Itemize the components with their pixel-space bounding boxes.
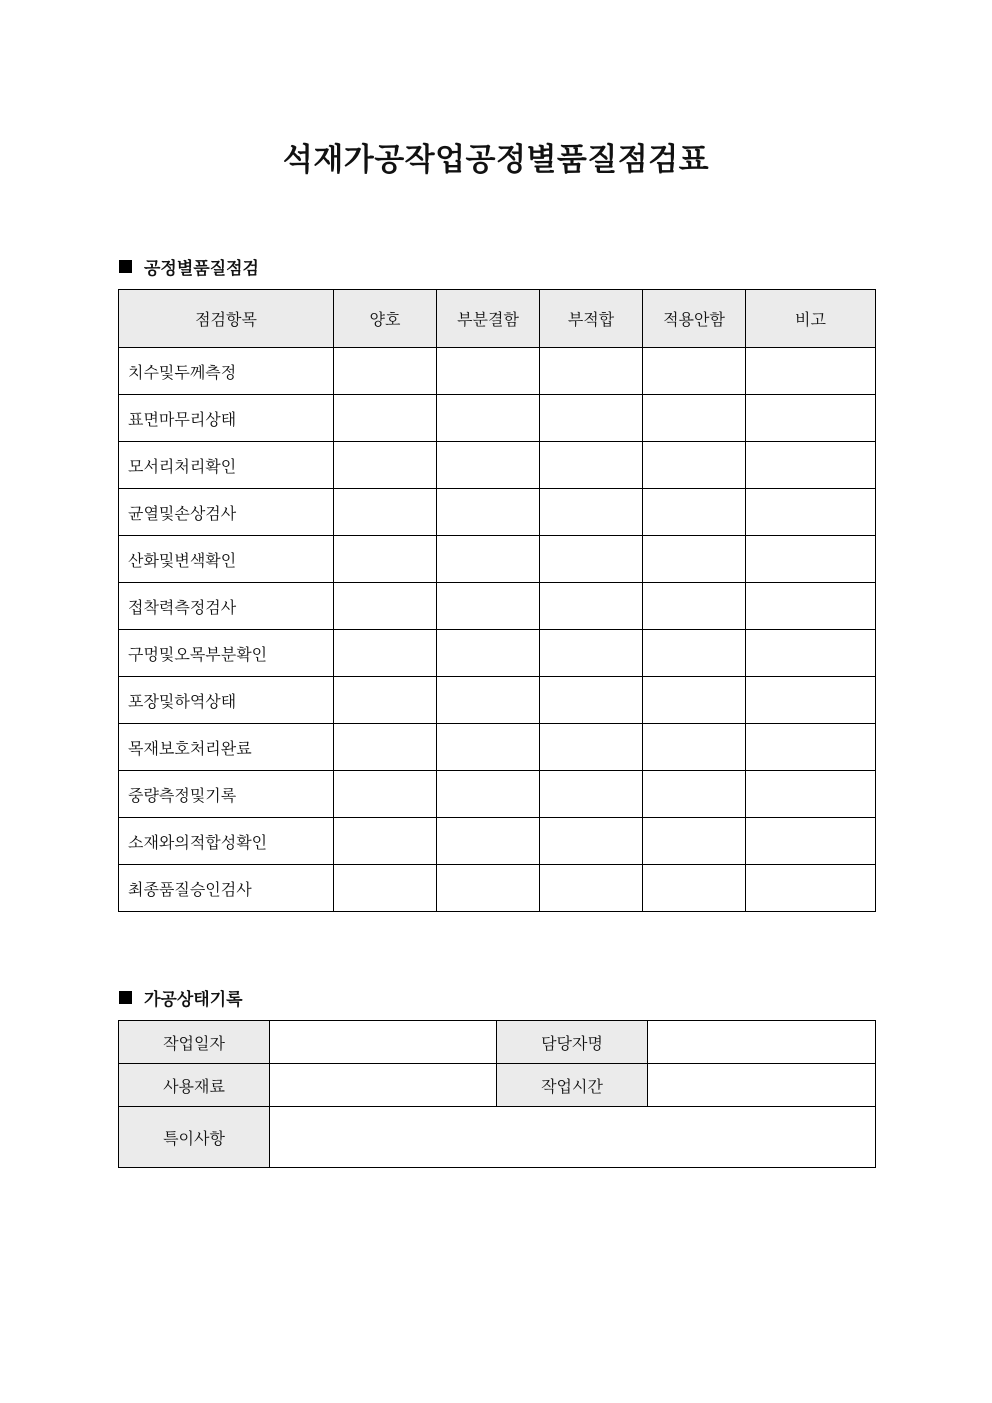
- check-cell-good[interactable]: [334, 865, 437, 912]
- check-item-label: 모서리처리확인: [119, 442, 334, 489]
- check-cell-partial-defect[interactable]: [437, 677, 540, 724]
- check-cell-remarks[interactable]: [746, 818, 876, 865]
- column-header-remarks: 비고: [746, 290, 876, 348]
- check-cell-good[interactable]: [334, 536, 437, 583]
- check-cell-not-applicable[interactable]: [643, 771, 746, 818]
- check-cell-nonconforming[interactable]: [540, 583, 643, 630]
- check-cell-remarks[interactable]: [746, 442, 876, 489]
- check-cell-good[interactable]: [334, 442, 437, 489]
- check-cell-nonconforming[interactable]: [540, 630, 643, 677]
- check-cell-nonconforming[interactable]: [540, 865, 643, 912]
- check-cell-not-applicable[interactable]: [643, 489, 746, 536]
- table-row: [119, 583, 876, 630]
- processing-record-table: [118, 1020, 876, 1168]
- check-cell-not-applicable[interactable]: [643, 818, 746, 865]
- table-row: [119, 1021, 876, 1064]
- check-cell-not-applicable[interactable]: [643, 395, 746, 442]
- check-cell-good[interactable]: [334, 395, 437, 442]
- check-cell-not-applicable[interactable]: [643, 724, 746, 771]
- table-row: [119, 1064, 876, 1107]
- check-cell-good[interactable]: [334, 771, 437, 818]
- notes-field[interactable]: [270, 1107, 876, 1168]
- check-cell-nonconforming[interactable]: [540, 348, 643, 395]
- section-heading-label: 공정별품질점검: [144, 259, 259, 279]
- table-row: [119, 1107, 876, 1168]
- check-item-label: 구멍및오목부분확인: [119, 630, 334, 677]
- check-cell-not-applicable[interactable]: [643, 442, 746, 489]
- check-cell-nonconforming[interactable]: [540, 724, 643, 771]
- column-header-nonconforming: 부적합: [540, 290, 643, 348]
- check-item-label: 소재와의적합성확인: [119, 818, 334, 865]
- check-item-label: 표면마무리상태: [119, 395, 334, 442]
- check-cell-partial-defect[interactable]: [437, 536, 540, 583]
- check-cell-partial-defect[interactable]: [437, 724, 540, 771]
- check-cell-good[interactable]: [334, 348, 437, 395]
- material-label: 사용재료: [119, 1064, 270, 1107]
- section-heading-label: 가공상태기록: [144, 990, 243, 1010]
- check-cell-remarks[interactable]: [746, 865, 876, 912]
- check-cell-not-applicable[interactable]: [643, 865, 746, 912]
- table-row: [119, 818, 876, 865]
- table-row: [119, 677, 876, 724]
- section-heading-processing-record: [119, 985, 243, 1010]
- check-cell-remarks[interactable]: [746, 771, 876, 818]
- table-row: [119, 536, 876, 583]
- table-row: [119, 771, 876, 818]
- work-date-field[interactable]: [270, 1021, 497, 1064]
- column-header-good: 양호: [334, 290, 437, 348]
- check-cell-good[interactable]: [334, 630, 437, 677]
- square-bullet-icon: [119, 991, 132, 1004]
- check-item-label: 산화및변색확인: [119, 536, 334, 583]
- table-row: [119, 630, 876, 677]
- work-date-label: 작업일자: [119, 1021, 270, 1064]
- table-row: [119, 348, 876, 395]
- manager-field[interactable]: [648, 1021, 876, 1064]
- check-item-label: 중량측정및기록: [119, 771, 334, 818]
- check-cell-nonconforming[interactable]: [540, 818, 643, 865]
- check-cell-not-applicable[interactable]: [643, 348, 746, 395]
- check-cell-not-applicable[interactable]: [643, 536, 746, 583]
- check-cell-partial-defect[interactable]: [437, 583, 540, 630]
- column-header-partial-defect: 부분결함: [437, 290, 540, 348]
- quality-check-table: [118, 289, 876, 912]
- check-cell-remarks[interactable]: [746, 489, 876, 536]
- check-cell-partial-defect[interactable]: [437, 489, 540, 536]
- check-item-label: 목재보호처리완료: [119, 724, 334, 771]
- check-cell-nonconforming[interactable]: [540, 442, 643, 489]
- column-header-not-applicable: 적용안함: [643, 290, 746, 348]
- check-cell-good[interactable]: [334, 489, 437, 536]
- table-row: [119, 865, 876, 912]
- check-cell-remarks[interactable]: [746, 536, 876, 583]
- check-cell-good[interactable]: [334, 677, 437, 724]
- check-cell-nonconforming[interactable]: [540, 395, 643, 442]
- material-field[interactable]: [270, 1064, 497, 1107]
- check-cell-partial-defect[interactable]: [437, 348, 540, 395]
- check-item-label: 포장및하역상태: [119, 677, 334, 724]
- check-item-label: 최종품질승인검사: [119, 865, 334, 912]
- work-time-label: 작업시간: [497, 1064, 648, 1107]
- check-cell-good[interactable]: [334, 724, 437, 771]
- notes-label: 특이사항: [119, 1107, 270, 1168]
- check-cell-nonconforming[interactable]: [540, 489, 643, 536]
- check-cell-not-applicable[interactable]: [643, 583, 746, 630]
- check-cell-good[interactable]: [334, 583, 437, 630]
- check-cell-nonconforming[interactable]: [540, 536, 643, 583]
- check-cell-nonconforming[interactable]: [540, 771, 643, 818]
- section-heading-quality-check: [119, 254, 259, 279]
- check-cell-not-applicable[interactable]: [643, 630, 746, 677]
- check-cell-remarks[interactable]: [746, 583, 876, 630]
- work-time-field[interactable]: [648, 1064, 876, 1107]
- check-cell-partial-defect[interactable]: [437, 818, 540, 865]
- table-row: [119, 724, 876, 771]
- check-item-label: 치수및두께측정: [119, 348, 334, 395]
- check-item-label: 접착력측정검사: [119, 583, 334, 630]
- document-title: 석재가공작업공정별품질점검표: [282, 142, 710, 178]
- table-header-row: [119, 290, 876, 348]
- check-cell-partial-defect[interactable]: [437, 395, 540, 442]
- check-cell-remarks[interactable]: [746, 395, 876, 442]
- manager-label: 담당자명: [497, 1021, 648, 1064]
- table-row: [119, 395, 876, 442]
- check-cell-remarks[interactable]: [746, 630, 876, 677]
- table-row: [119, 442, 876, 489]
- check-cell-partial-defect[interactable]: [437, 865, 540, 912]
- table-row: [119, 489, 876, 536]
- check-cell-not-applicable[interactable]: [643, 677, 746, 724]
- check-item-label: 균열및손상검사: [119, 489, 334, 536]
- column-header-item: 점검항목: [119, 290, 334, 348]
- check-cell-remarks[interactable]: [746, 677, 876, 724]
- check-cell-good[interactable]: [334, 818, 437, 865]
- check-cell-remarks[interactable]: [746, 724, 876, 771]
- check-cell-partial-defect[interactable]: [437, 630, 540, 677]
- check-cell-remarks[interactable]: [746, 348, 876, 395]
- square-bullet-icon: [119, 260, 132, 273]
- check-cell-partial-defect[interactable]: [437, 442, 540, 489]
- check-cell-nonconforming[interactable]: [540, 677, 643, 724]
- check-cell-partial-defect[interactable]: [437, 771, 540, 818]
